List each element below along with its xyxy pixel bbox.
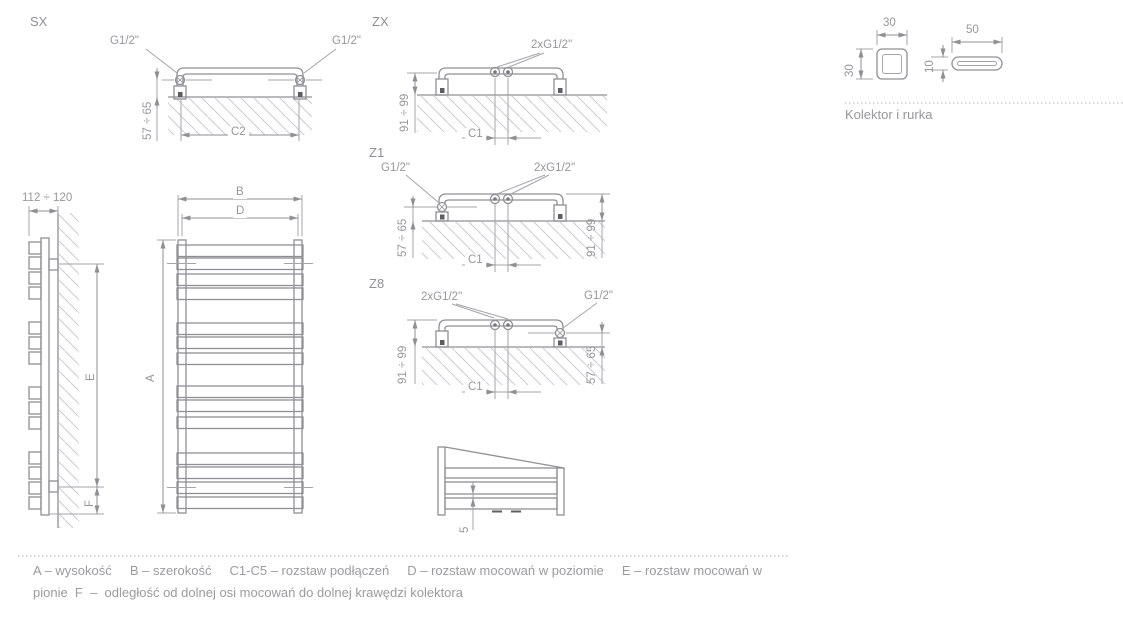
legend-line-1: A – wysokość B – szerokość C1-C5 – rozstaw podłączeń D – rozstaw mocowań w poziomie E – rozstaw mocowań w bbox=[33, 563, 763, 578]
side-bottom-offset-label: F bbox=[84, 499, 96, 507]
side-collector bbox=[41, 238, 49, 515]
sx-collector-outline bbox=[177, 68, 303, 86]
zx-wall-offset-label: 91 ÷ 99 bbox=[399, 93, 411, 132]
sx-spacing-label: C2 bbox=[228, 126, 249, 139]
zx-wall-hatch bbox=[417, 96, 607, 132]
z8-wall-offset-left-label: 91 ÷ 99 bbox=[397, 345, 409, 384]
z1-conn-left-label: G1/2" bbox=[381, 162, 411, 174]
kolektor-caption: Kolektor i rurka bbox=[845, 107, 933, 122]
z1-spacing-label: C1 bbox=[465, 254, 486, 267]
z8-conn-center-label: 2xG1/2" bbox=[421, 291, 463, 303]
z1-wall-offset-left-label: 57 ÷ 65 bbox=[397, 218, 409, 257]
side-wall-hatch bbox=[59, 213, 79, 528]
front-rail-left bbox=[178, 240, 186, 513]
zx-spacing-label: C1 bbox=[465, 128, 486, 141]
variant-label-z1: Z1 bbox=[369, 145, 385, 160]
front-view bbox=[157, 195, 313, 513]
zx-diagram bbox=[407, 53, 607, 145]
z1-wall-offset-right-label: 91 ÷ 99 bbox=[586, 218, 598, 257]
front-height-label: A bbox=[145, 374, 157, 382]
z8-conn-right-label: G1/2" bbox=[584, 290, 614, 302]
collector-height-label: 30 bbox=[844, 64, 856, 77]
bottom-detail bbox=[438, 447, 564, 530]
front-width-label: B bbox=[233, 186, 247, 199]
collector-tube-sections bbox=[856, 30, 1002, 82]
sx-conn-left-label: G1/2" bbox=[110, 35, 140, 47]
zx-conn-center-label: 2xG1/2" bbox=[531, 39, 573, 51]
legend-line-2: pionie F – odległość od dolnej osi mocowań do dolnej krawędzi kolektora bbox=[33, 585, 463, 600]
side-mount-upper bbox=[49, 259, 58, 270]
sx-conn-right-label: G1/2" bbox=[332, 35, 362, 47]
z8-spacing-label: C1 bbox=[465, 381, 486, 394]
z1-conn-center-label: 2xG1/2" bbox=[534, 162, 576, 174]
variant-label-sx: SX bbox=[30, 14, 48, 29]
detail-rail-left bbox=[438, 447, 445, 515]
z8-diagram bbox=[407, 303, 610, 399]
side-view bbox=[29, 206, 104, 528]
z8-wall-hatch bbox=[422, 345, 605, 385]
variant-label-zx: ZX bbox=[372, 14, 389, 29]
collector-width-label: 30 bbox=[883, 17, 896, 29]
sx-wall-offset-label: 57 ÷ 65 bbox=[142, 101, 154, 140]
front-rail-right bbox=[294, 240, 302, 513]
z1-diagram bbox=[404, 175, 610, 272]
collector-section bbox=[877, 49, 907, 79]
z1-wall-hatch bbox=[422, 222, 605, 259]
tube-height-label: 10 bbox=[924, 60, 936, 73]
side-mount-spacing-label: E bbox=[85, 373, 97, 381]
side-depth-label: 112 ÷ 120 bbox=[22, 192, 73, 204]
detail-gap-label: 5 bbox=[459, 526, 471, 533]
z8-wall-offset-right-label: 57 ÷ 65 bbox=[586, 345, 598, 384]
tube-section bbox=[952, 57, 1002, 70]
side-mount-lower bbox=[49, 481, 58, 492]
front-mount-spacing-label: D bbox=[233, 205, 247, 218]
tube-width-label: 50 bbox=[966, 24, 979, 36]
detail-rail-right bbox=[557, 468, 564, 515]
variant-label-z8: Z8 bbox=[369, 276, 385, 291]
